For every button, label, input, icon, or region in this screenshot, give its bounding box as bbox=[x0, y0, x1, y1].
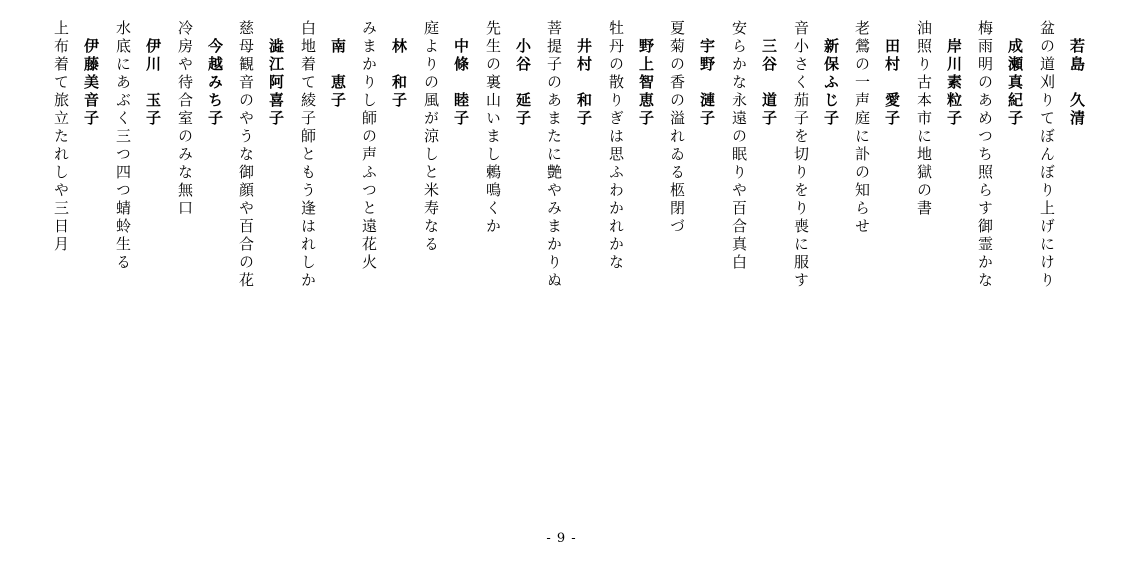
author-name: 小谷 延子 bbox=[514, 38, 532, 128]
haiku-entry bbox=[358, 20, 410, 460]
author-name: 新保ふじ子 bbox=[822, 38, 840, 128]
author-name: 成瀬真紀子 bbox=[1006, 38, 1024, 128]
haiku-entry bbox=[728, 20, 780, 460]
haiku-text: 水底にあぶく三つ四つ蜻蛉生る bbox=[114, 20, 132, 272]
haiku-text: 慈母観音のやうな御顔や百合の花 bbox=[237, 20, 255, 290]
haiku-entry bbox=[790, 20, 842, 460]
haiku-text: 夏菊の香の溢れゐる柩閉づ bbox=[668, 20, 686, 236]
haiku-text: 冷房や待合室のみな無口 bbox=[176, 20, 194, 218]
haiku-text: 菩提子のあまたに艶やみまかりぬ bbox=[545, 20, 563, 290]
author-name: 今越みち子 bbox=[206, 38, 224, 128]
haiku-entry bbox=[174, 20, 226, 460]
haiku-entry bbox=[913, 20, 965, 460]
author-name: 宇野 漣子 bbox=[698, 38, 716, 128]
page-number: - 9 - bbox=[546, 531, 577, 546]
haiku-entry bbox=[851, 20, 903, 460]
haiku-entry bbox=[974, 20, 1026, 460]
haiku-text: 老鶯の一声庭に訃の知らせ bbox=[853, 20, 871, 236]
author-name: 伊川 玉子 bbox=[144, 38, 162, 128]
haiku-entry bbox=[297, 20, 349, 460]
haiku-text: 上布着て旅立たれしや三日月 bbox=[52, 20, 70, 254]
haiku-text: みまかりし師の声ふつと遠花火 bbox=[360, 20, 378, 272]
haiku-entry bbox=[482, 20, 534, 460]
author-name: 若島 久清 bbox=[1068, 38, 1086, 128]
haiku-entry bbox=[605, 20, 657, 460]
author-name: 中條 睦子 bbox=[452, 38, 470, 128]
haiku-text: 白地着て綾子師ともう逢はれしか bbox=[299, 20, 317, 290]
haiku-entry bbox=[50, 20, 102, 460]
haiku-text: 音小さく茄子を切りをり喪に服す bbox=[792, 20, 810, 290]
haiku-text: 庭よりの風が涼しと米寿なる bbox=[422, 20, 440, 254]
haiku-text: 先生の裏山いまし鶫鳴くか bbox=[484, 20, 502, 236]
haiku-entry bbox=[666, 20, 718, 460]
haiku-text: 油照り古本市に地獄の書 bbox=[915, 20, 933, 218]
haiku-entry bbox=[1036, 20, 1088, 460]
author-name: 伊藤美音子 bbox=[82, 38, 100, 128]
author-name: 三谷 道子 bbox=[760, 38, 778, 128]
haiku-entry bbox=[420, 20, 472, 460]
author-name: 田村 愛子 bbox=[883, 38, 901, 128]
author-name: 澁江阿喜子 bbox=[267, 38, 285, 128]
haiku-entry bbox=[112, 20, 164, 460]
haiku-text: 牡丹の散りぎは思ふわかれかな bbox=[607, 20, 625, 272]
author-name: 井村 和子 bbox=[575, 38, 593, 128]
haiku-text: 安らかな永遠の眠りや百合真白 bbox=[730, 20, 748, 272]
author-name: 南 恵子 bbox=[329, 38, 347, 110]
author-name: 野上智恵子 bbox=[637, 38, 655, 128]
haiku-text: 梅雨明のあめつち照らす御霊かな bbox=[976, 20, 994, 290]
author-name: 岸川素粒子 bbox=[945, 38, 963, 128]
haiku-entry bbox=[235, 20, 287, 460]
haiku-entry bbox=[543, 20, 595, 460]
haiku-text: 盆の道刈りてぼんぼり上げにけり bbox=[1038, 20, 1056, 290]
author-name: 林 和子 bbox=[390, 38, 408, 110]
